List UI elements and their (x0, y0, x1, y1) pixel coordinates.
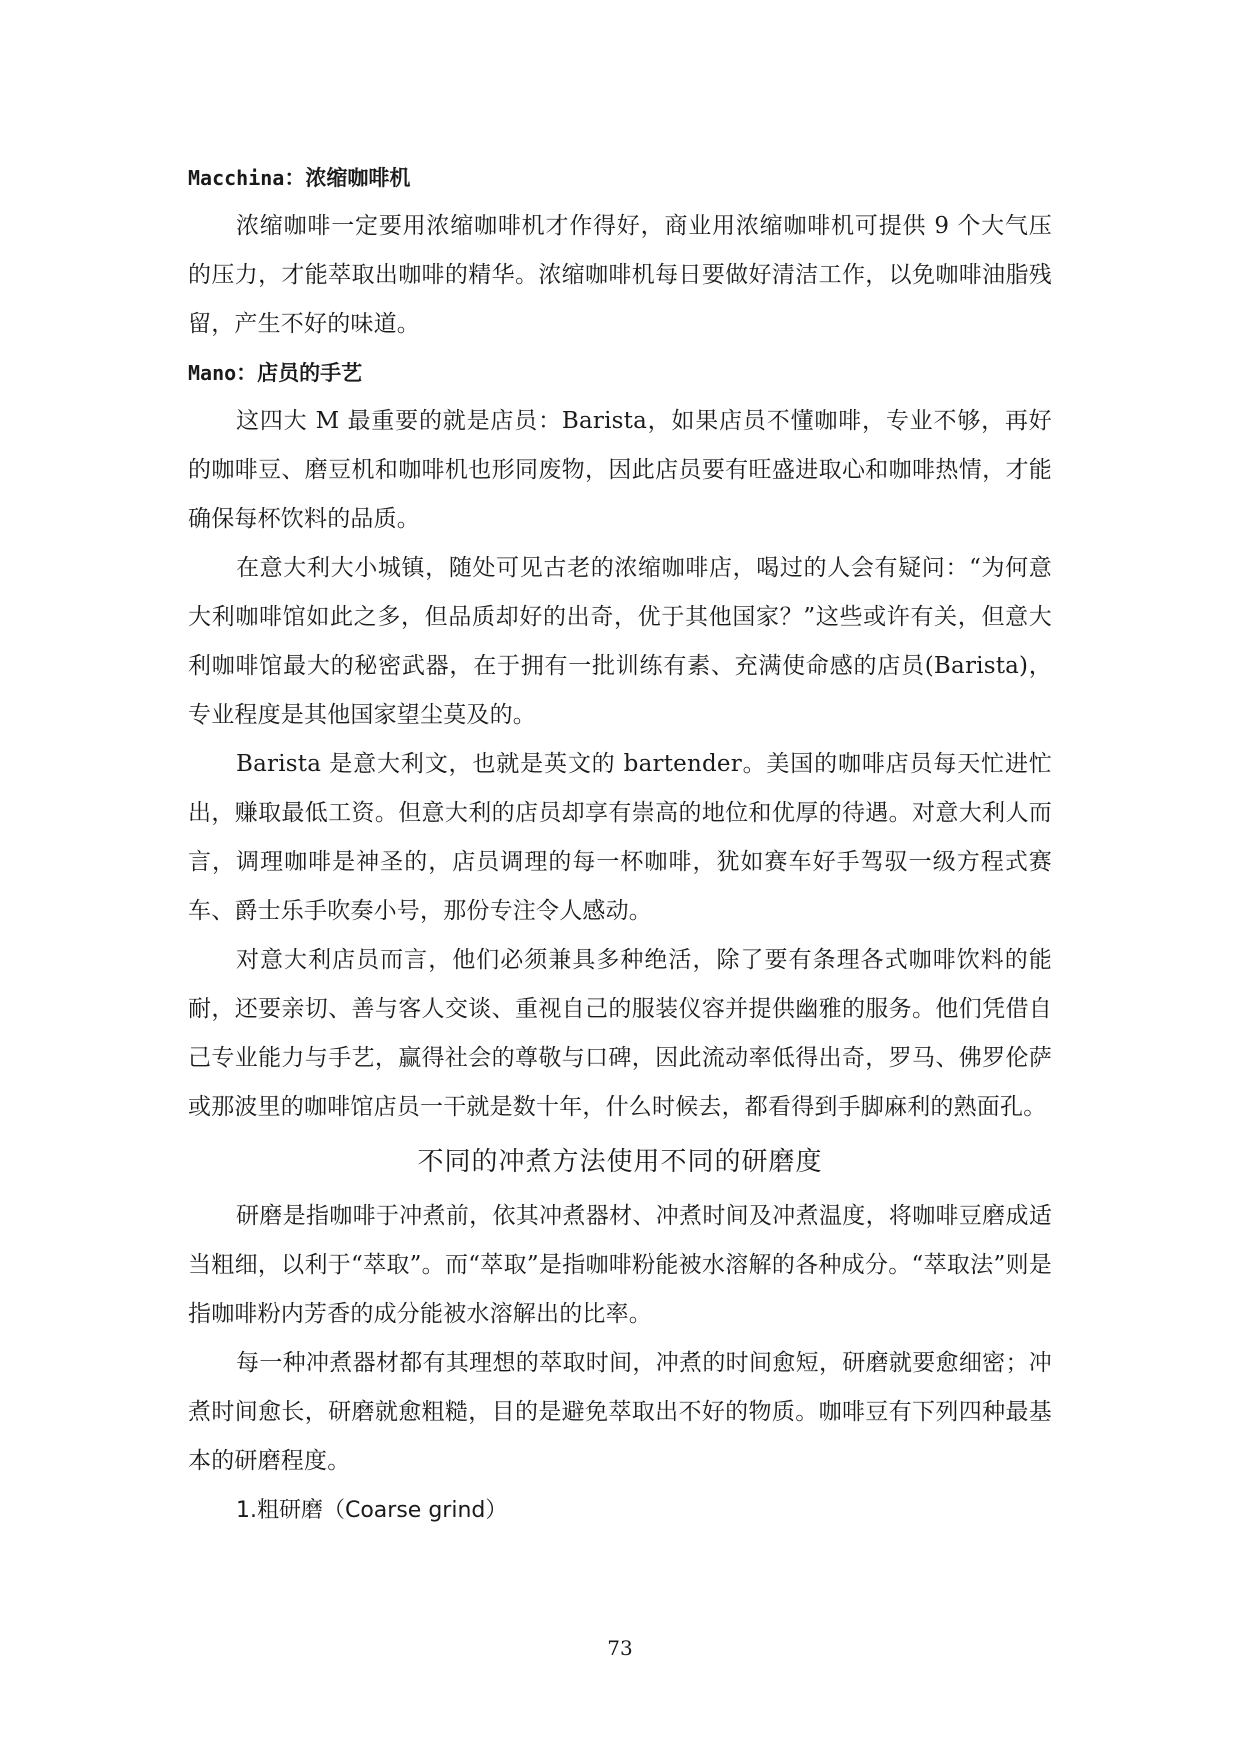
paragraph: 这四大 M 最重要的就是店员：Barista，如果店员不懂咖啡，专业不够，再好的咖啡豆、磨豆机和咖啡机也形同废物，因此店员要有旺盛进取心和咖啡热情，才能确保每杯饮料的品质。 (188, 408, 1052, 532)
heading-separator: ： (284, 165, 306, 190)
heading-separator: ： (236, 360, 258, 385)
paragraph: 每一种冲煮器材都有其理想的萃取时间，冲煮的时间愈短，研磨就要愈细密；冲煮时间愈长，研磨就愈粗糙，目的是避免萃取出不好的物质。咖啡豆有下列四种最基本的研磨程度。 (188, 1350, 1052, 1474)
page-number: 73 (607, 1636, 633, 1660)
heading-text: 店员的手艺 (257, 360, 363, 385)
paragraph: 对意大利店员而言，他们必须兼具多种绝活，除了要有条理各式咖啡饮料的能耐，还要亲切、善与客人交谈、重视自己的服装仪容并提供幽雅的服务。他们凭借自己专业能力与手艺，赢得社会的尊敬与口碑，因此流动率低得出奇，罗马、佛罗伦萨或那波里的咖啡馆店员一干就是数十年，什么时候去，都看得到手脚麻利的熟面孔。 (188, 947, 1052, 1120)
heading-term: Mano (188, 361, 237, 385)
page-content (188, 154, 1052, 1535)
paragraph: 浓缩咖啡一定要用浓缩咖啡机才作得好，商业用浓缩咖啡机可提供 9 个大气压的压力，才能萃取出咖啡的精华。浓缩咖啡机每日要做好清洁工作，以免咖啡油脂残留，产生不好的味道。 (188, 213, 1052, 337)
paragraph: Barista 是意大利文，也就是英文的 bartender。美国的咖啡店员每天忙进忙出，赚取最低工资。但意大利的店员却享有崇高的地位和优厚的待遇。对意大利人而言，调理咖啡是神圣的，店员调理的每一杯咖啡，犹如赛车好手驾驭一级方程式赛车、爵士乐手吹奏小号，那份专注令人感动。 (188, 751, 1052, 924)
paragraph: 研磨是指咖啡于冲煮前，依其冲煮器材、冲煮时间及冲煮温度，将咖啡豆磨成适当粗细，以利于“萃取”。而“萃取”是指咖啡粉能被水溶解的各种成分。“萃取法”则是指咖啡粉内芳香的成分能被水溶解出的比率。 (188, 1203, 1052, 1327)
heading-term: Macchina (188, 166, 285, 190)
list-item: 1.粗研磨（Coarse grind） (236, 1498, 508, 1523)
paragraph: 在意大利大小城镇，随处可见古老的浓缩咖啡店，喝过的人会有疑问：“为何意大利咖啡馆如此之多，但品质却好的出奇，优于其他国家？”这些或许有关，但意大利咖啡馆最大的秘密武器，在于拥有一批训练有素、充满使命感的店员(Barista)，专业程度是其他国家望尘莫及的。 (188, 555, 1052, 728)
section-title: 不同的冲煮方法使用不同的研磨度 (417, 1147, 823, 1177)
heading-mano (188, 349, 1052, 397)
heading-text: 浓缩咖啡机 (305, 165, 411, 190)
heading-macchina (188, 154, 1052, 202)
